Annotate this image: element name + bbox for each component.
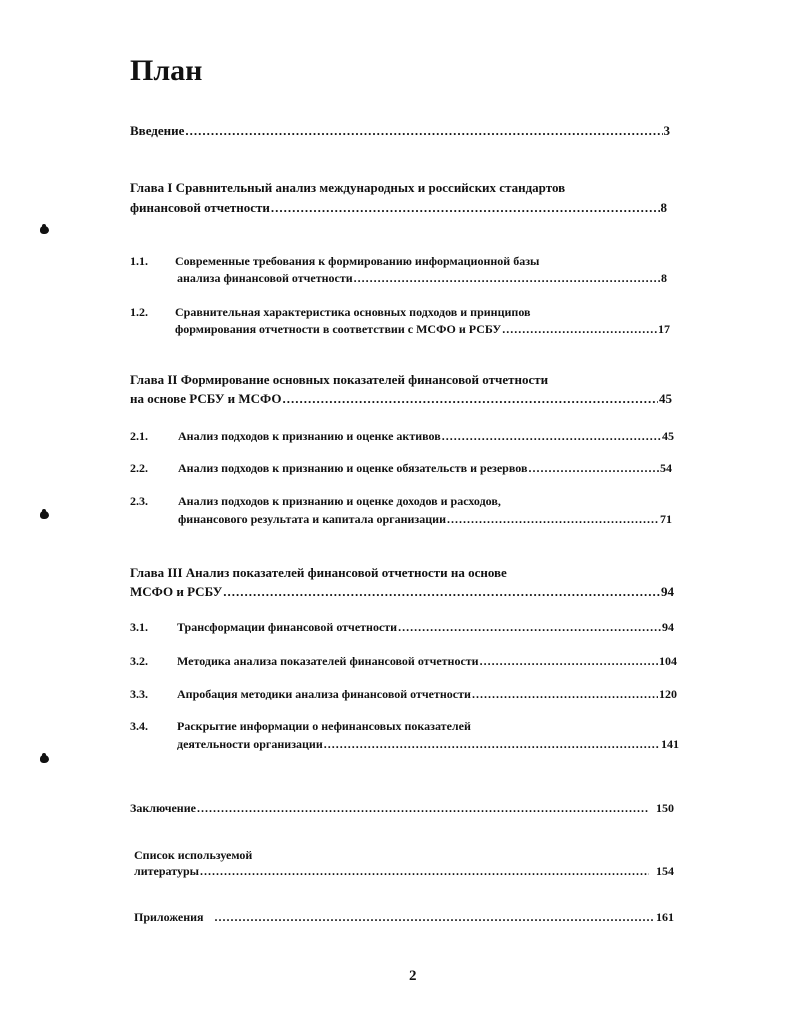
dot-leader <box>200 862 649 880</box>
toc-intro-page: 3 <box>663 123 670 138</box>
toc-2-1-label: Анализ подходов к признанию и оценке активов <box>178 429 441 443</box>
toc-3-3-num: 3.3. <box>130 687 148 701</box>
toc-3-2-num: 3.2. <box>130 654 148 668</box>
toc-3-1[interactable] <box>177 618 674 636</box>
toc-2-2-num: 2.2. <box>130 461 148 475</box>
toc-2-3[interactable] <box>178 510 672 528</box>
toc-ch1-title[interactable]: Глава I Сравнительный анализ международных и российских стандартов <box>130 180 566 195</box>
toc-2-2-page: 54 <box>660 461 672 475</box>
toc-3-2[interactable] <box>177 652 677 670</box>
toc-1-1-num: 1.1. <box>130 254 148 268</box>
toc-3-2-label: Методика анализа показателей финансовой отчетности <box>177 654 479 668</box>
toc-ch1[interactable] <box>130 199 667 217</box>
dot-leader <box>282 390 658 408</box>
dot-leader <box>398 618 661 636</box>
toc-3-4-title[interactable]: Раскрытие информации о нефинансовых показателей <box>177 719 471 733</box>
toc-references-label: литературы <box>134 864 200 878</box>
toc-1-2-num: 1.2. <box>130 305 148 319</box>
toc-ch2-title[interactable]: Глава II Формирование основных показателей финансовой отчетности <box>130 372 549 387</box>
toc-conclusion[interactable] <box>130 799 674 817</box>
dot-leader <box>185 122 662 140</box>
toc-references[interactable] <box>134 862 674 880</box>
toc-ch2-label: на основе РСБУ и МСФО <box>130 391 282 406</box>
toc-ch1-label: финансовой отчетности <box>130 200 270 215</box>
toc-references-title[interactable]: Список используемой <box>134 848 253 862</box>
toc-3-4[interactable] <box>177 735 679 753</box>
toc-1-2[interactable] <box>175 320 670 338</box>
toc-2-3-label: финансового результата и капитала организации <box>178 512 446 526</box>
toc-3-1-page: 94 <box>662 620 674 634</box>
toc-ch3-label: МСФО и РСБУ <box>130 584 223 599</box>
toc-2-1[interactable] <box>178 427 674 445</box>
binding-hole-mark-bottom <box>40 755 49 763</box>
toc-2-3-page: 71 <box>660 512 672 526</box>
dot-leader <box>480 652 658 670</box>
page-number: 2 <box>409 968 417 984</box>
dot-leader <box>528 459 659 477</box>
toc-3-1-label: Трансформации финансовой отчетности <box>177 620 398 634</box>
toc-1-1-page: 8 <box>661 271 667 285</box>
toc-appendix-label: Приложения <box>134 910 204 924</box>
toc-conclusion-page: 150 <box>656 801 674 815</box>
toc-2-3-title[interactable]: Анализ подходов к признанию и оценке доходов и расходов, <box>178 494 501 508</box>
dot-leader <box>472 685 658 703</box>
toc-ch3-title[interactable]: Глава III Анализ показателей финансовой отчетности на основе <box>130 565 507 580</box>
toc-3-4-label: деятельности организации <box>177 737 323 751</box>
toc-3-3-page: 120 <box>659 687 677 701</box>
toc-3-4-page: 141 <box>661 737 679 751</box>
toc-appendix[interactable] <box>134 908 674 926</box>
toc-3-1-num: 3.1. <box>130 620 148 634</box>
dot-leader <box>197 799 649 817</box>
dot-leader <box>447 510 659 528</box>
toc-1-2-page: 17 <box>658 322 670 336</box>
toc-intro-label: Введение <box>130 123 185 138</box>
toc-ch2[interactable] <box>130 390 672 408</box>
dot-leader <box>502 320 657 338</box>
toc-ch3[interactable] <box>130 583 674 601</box>
toc-1-2-title[interactable]: Сравнительная характеристика основных подходов и принципов <box>175 305 531 319</box>
toc-1-2-label: формирования отчетности в соответствии с МСФО и РСБУ <box>175 322 502 336</box>
toc-references-page: 154 <box>656 864 674 878</box>
toc-ch1-page: 8 <box>660 200 667 215</box>
toc-1-1[interactable] <box>177 269 667 287</box>
toc-1-1-label: анализа финансовой отчетности <box>177 271 353 285</box>
toc-2-1-page: 45 <box>662 429 674 443</box>
toc-2-3-num: 2.3. <box>130 494 148 508</box>
toc-3-3[interactable] <box>177 685 677 703</box>
dot-leader <box>223 583 660 601</box>
binding-hole-mark-top <box>40 226 49 234</box>
toc-3-2-page: 104 <box>659 654 677 668</box>
binding-hole-mark-middle <box>40 511 49 519</box>
toc-1-1-title[interactable]: Современные требования к формированию информационной базы <box>175 254 540 268</box>
toc-ch2-page: 45 <box>659 391 672 406</box>
toc-conclusion-label: Заключение <box>130 801 196 815</box>
toc-intro[interactable] <box>130 122 670 140</box>
dot-leader <box>324 735 660 753</box>
toc-3-3-label: Апробация методики анализа финансовой отчетности <box>177 687 471 701</box>
toc-appendix-page: 161 <box>656 910 674 924</box>
dot-leader <box>442 427 661 445</box>
dot-leader <box>354 269 660 287</box>
dot-leader <box>215 908 655 926</box>
dot-leader <box>271 199 660 217</box>
toc-ch3-page: 94 <box>661 584 674 599</box>
page-title: План <box>130 54 203 87</box>
toc-3-4-num: 3.4. <box>130 719 148 733</box>
toc-2-2[interactable] <box>178 459 672 477</box>
toc-2-1-num: 2.1. <box>130 429 148 443</box>
toc-2-2-label: Анализ подходов к признанию и оценке обязательств и резервов <box>178 461 528 475</box>
